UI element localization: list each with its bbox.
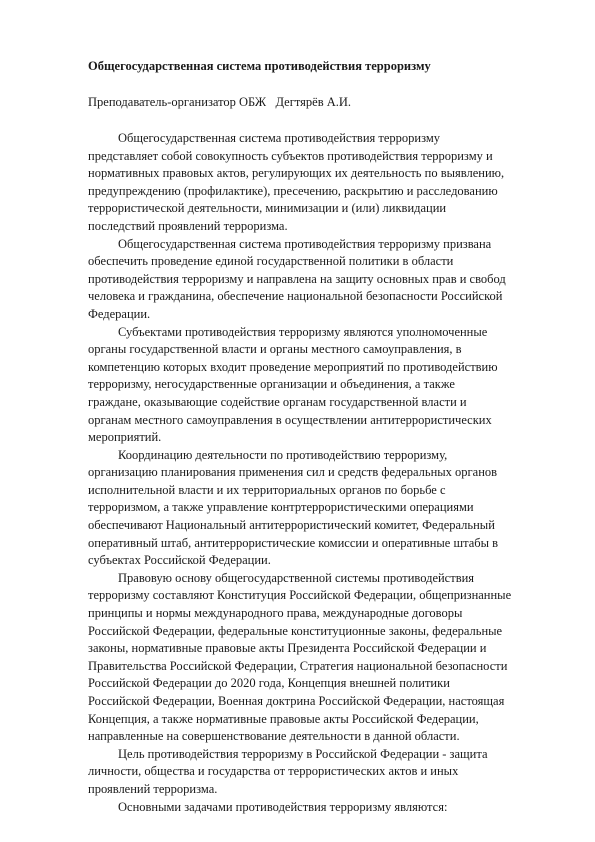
- paragraph-5: [88, 570, 558, 746]
- text-line: террористической деятельности, минимизации и (или) ликвидации: [88, 201, 447, 216]
- text-line: Федерации.: [88, 306, 151, 321]
- text-line: Российской Федерации до 2020 года, Концепция внешней политики: [88, 676, 450, 691]
- text-line: нормативных правовых актов, регулирующих их деятельность по выявлению,: [88, 166, 505, 181]
- text-line: организацию планирования применения сил и средств федеральных органов: [88, 465, 498, 480]
- text-line: принципы и нормы международного права, международные договоры: [88, 606, 463, 621]
- text-line: компетенцию которых входит проведение мероприятий по противодействию: [88, 359, 498, 374]
- paragraph-2: [88, 236, 558, 324]
- text-line: Общегосударственная система противодействия терроризму призвана: [118, 236, 492, 251]
- text-line: предупреждению (профилактике), пресечению, раскрытию и расследованию: [88, 183, 498, 198]
- text-line: проявлений терроризма.: [88, 781, 218, 796]
- text-line: Концепция, а также нормативные правовые акты Российской Федерации,: [88, 711, 479, 726]
- text-line: законы, нормативные правовые акты Президента Российской Федерации и: [88, 641, 487, 656]
- text-line: терроризму составляют Конституция Российской Федерации, общепризнанные: [88, 588, 512, 603]
- text-line: обеспечить проведение единой государственной политики в области: [88, 254, 454, 269]
- paragraph-4: [88, 447, 558, 570]
- text-line: субъектах Российской Федерации.: [88, 553, 271, 568]
- text-line: личности, общества и государства от террористических актов и иных: [88, 764, 459, 779]
- paragraph-7: [88, 799, 558, 817]
- paragraph-1: [88, 130, 558, 236]
- text-line: мероприятий.: [88, 430, 162, 445]
- text-line: Субъектами противодействия терроризму являются уполномоченные: [118, 324, 488, 339]
- document-body: [88, 130, 558, 816]
- text-line: Основными задачами противодействия терроризму являются:: [118, 799, 448, 814]
- paragraph-6: [88, 746, 558, 799]
- author-line: Преподаватель-организатор ОБЖ Дегтярёв А.И.: [88, 95, 352, 109]
- text-line: направленные на совершенствование деятельности в данной области.: [88, 729, 460, 744]
- text-line: терроризмом, а также управление контртеррористическими операциями: [88, 500, 474, 515]
- document-title: Общегосударственная система противодействия терроризму: [88, 59, 431, 73]
- text-line: Общегосударственная система противодействия терроризму: [118, 131, 441, 145]
- text-line: Координацию деятельности по противодействию терроризму,: [118, 447, 448, 462]
- paragraph-3: [88, 324, 558, 447]
- text-line: органам местного самоуправления в осуществлении антитеррористических: [88, 412, 492, 427]
- text-line: Правительства Российской Федерации, Стратегия национальной безопасности: [88, 658, 508, 673]
- text-line: оперативный штаб, антитеррористические комиссии и оперативные штабы в: [88, 535, 499, 550]
- text-line: представляет собой совокупность субъектов противодействия терроризму и: [88, 148, 493, 163]
- text-line: Правовую основу общегосударственной системы противодействия: [118, 570, 475, 585]
- text-line: Российской Федерации, федеральные конституционные законы, федеральные: [88, 623, 503, 638]
- text-line: Цель противодействия терроризму в Российской Федерации - защита: [118, 746, 488, 761]
- text-line: Российской Федерации, Военная доктрина Российской Федерации, настоящая: [88, 694, 505, 708]
- text-line: противодействия терроризму и направлена на защиту основных прав и свобод: [88, 271, 506, 286]
- text-line: органы государственной власти и органы местного самоуправления, в: [88, 342, 462, 357]
- text-line: обеспечивают Национальный антитеррористический комитет, Федеральный: [88, 518, 495, 533]
- text-line: исполнительной власти и их территориальных органов по борьбе с: [88, 482, 446, 497]
- text-line: терроризму, негосударственные организации и объединения, а также: [88, 377, 455, 392]
- text-line: последствий проявлений терроризма.: [88, 218, 288, 233]
- text-line: человека и гражданина, обеспечение национальной безопасности Российской: [88, 289, 503, 304]
- document-page: [88, 58, 558, 816]
- text-line: граждане, оказывающие содействие органам государственной власти и: [88, 394, 467, 409]
